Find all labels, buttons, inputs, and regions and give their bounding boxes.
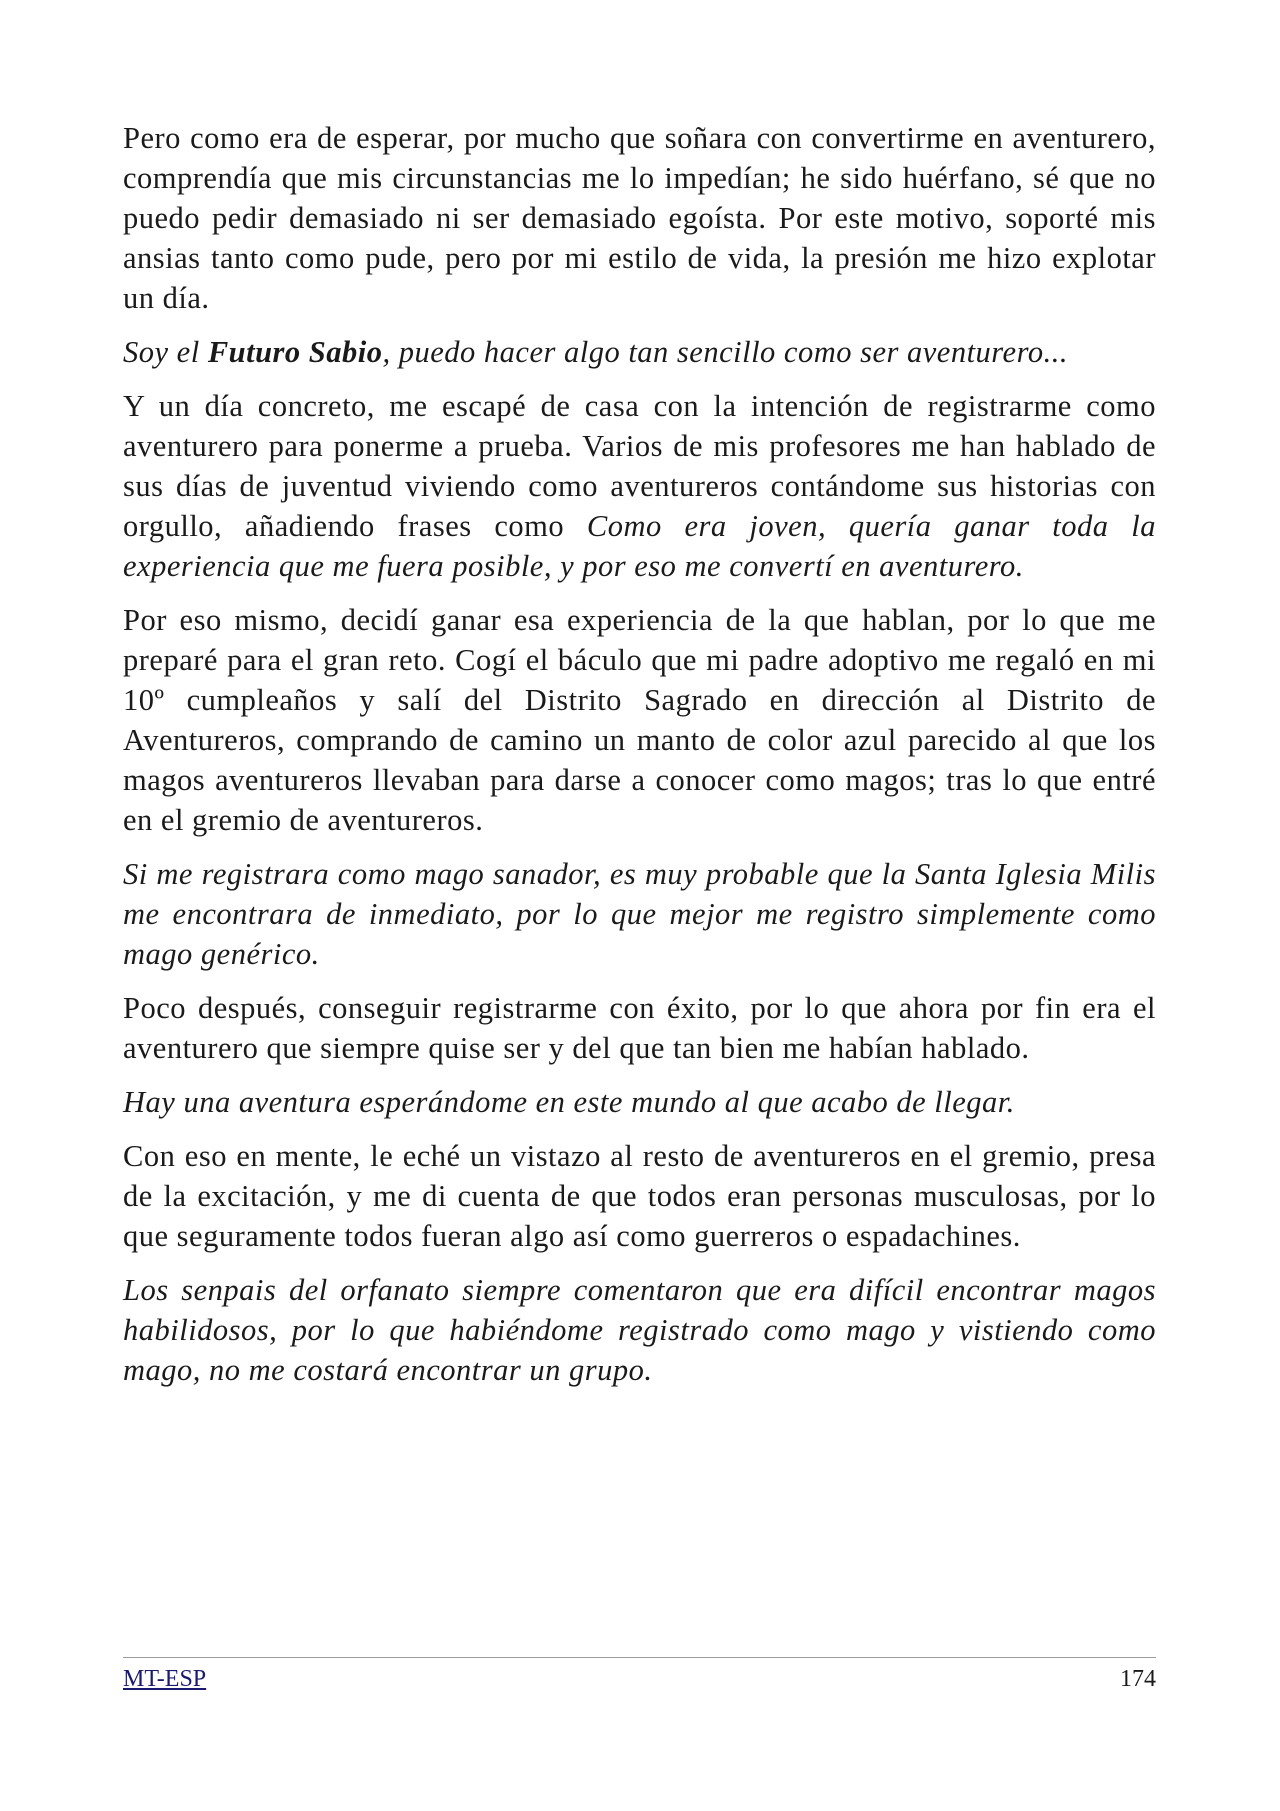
thought-paragraph-1	[123, 332, 1156, 372]
page-number: 174	[1120, 1666, 1156, 1692]
thought-1-before: Soy el	[123, 335, 208, 369]
thought-paragraph-4: Los senpais del orfanato siempre comentaron que era difícil encontrar magos habilidosos, por lo que habiéndome registrado como mago y vistiendo como mago, no me costará encontrar un grupo.	[123, 1273, 1156, 1387]
thought-1-bold: Futuro Sabio	[207, 335, 383, 369]
page-body	[123, 118, 1156, 1404]
paragraph-4: Poco después, conseguir registrarme con éxito, por lo que ahora por fin era el aventurero que siempre quise ser y del que tan bien me habían hablado.	[123, 991, 1156, 1065]
paragraph-1: Pero como era de esperar, por mucho que soñara con convertirme en aventurero, comprendía que mis circunstancias me lo impedían; he sido huérfano, sé que no puedo pedir demasiado ni ser demasiado egoísta. Por este motivo, soporté mis ansias tanto como pude, pero por mi estilo de vida, la presión me hizo explotar un día.	[123, 121, 1156, 315]
footer-source-link[interactable]: MT-ESP	[123, 1666, 207, 1692]
paragraph-2-quote: Como era joven, quería ganar toda la experiencia que me fuera posible, y por eso me convertí en aventurero.	[123, 509, 1157, 583]
paragraph-5: Con eso en mente, le eché un vistazo al resto de aventureros en el gremio, presa de la excitación, y me di cuenta de que todos eran personas musculosas, por lo que seguramente todos fueran algo así como guerreros o espadachines.	[123, 1139, 1156, 1253]
thought-paragraph-2: Si me registrara como mago sanador, es muy probable que la Santa Iglesia Milis me encontrara de inmediato, por lo que mejor me registro simplemente como mago genérico.	[123, 857, 1156, 971]
paragraph-2	[123, 386, 1156, 586]
paragraph-3: Por eso mismo, decidí ganar esa experiencia de la que hablan, por lo que me preparé para el gran reto. Cogí el báculo que mi padre adoptivo me regaló en mi 10º cumpleaños y salí del Distrito Sagrado en dirección al Distrito de Aventureros, comprando de camino un manto de color azul parecido al que los magos aventureros llevaban para darse a conocer como magos; tras lo que entré en el gremio de aventureros.	[123, 603, 1156, 837]
page-footer	[123, 1657, 1156, 1694]
paragraph-2-text: Y un día concreto, me escapé de casa con la intención de registrarme como aventurero para ponerme a prueba. Varios de mis profesores me han hablado de sus días de juventud viviendo como aventureros contándome sus historias con orgullo, añadiendo frases como	[123, 389, 1156, 543]
thought-paragraph-3: Hay una aventura esperándome en este mundo al que acabo de llegar.	[123, 1085, 1015, 1119]
thought-1-after: , puedo hacer algo tan sencillo como ser aventurero...	[382, 335, 1068, 369]
